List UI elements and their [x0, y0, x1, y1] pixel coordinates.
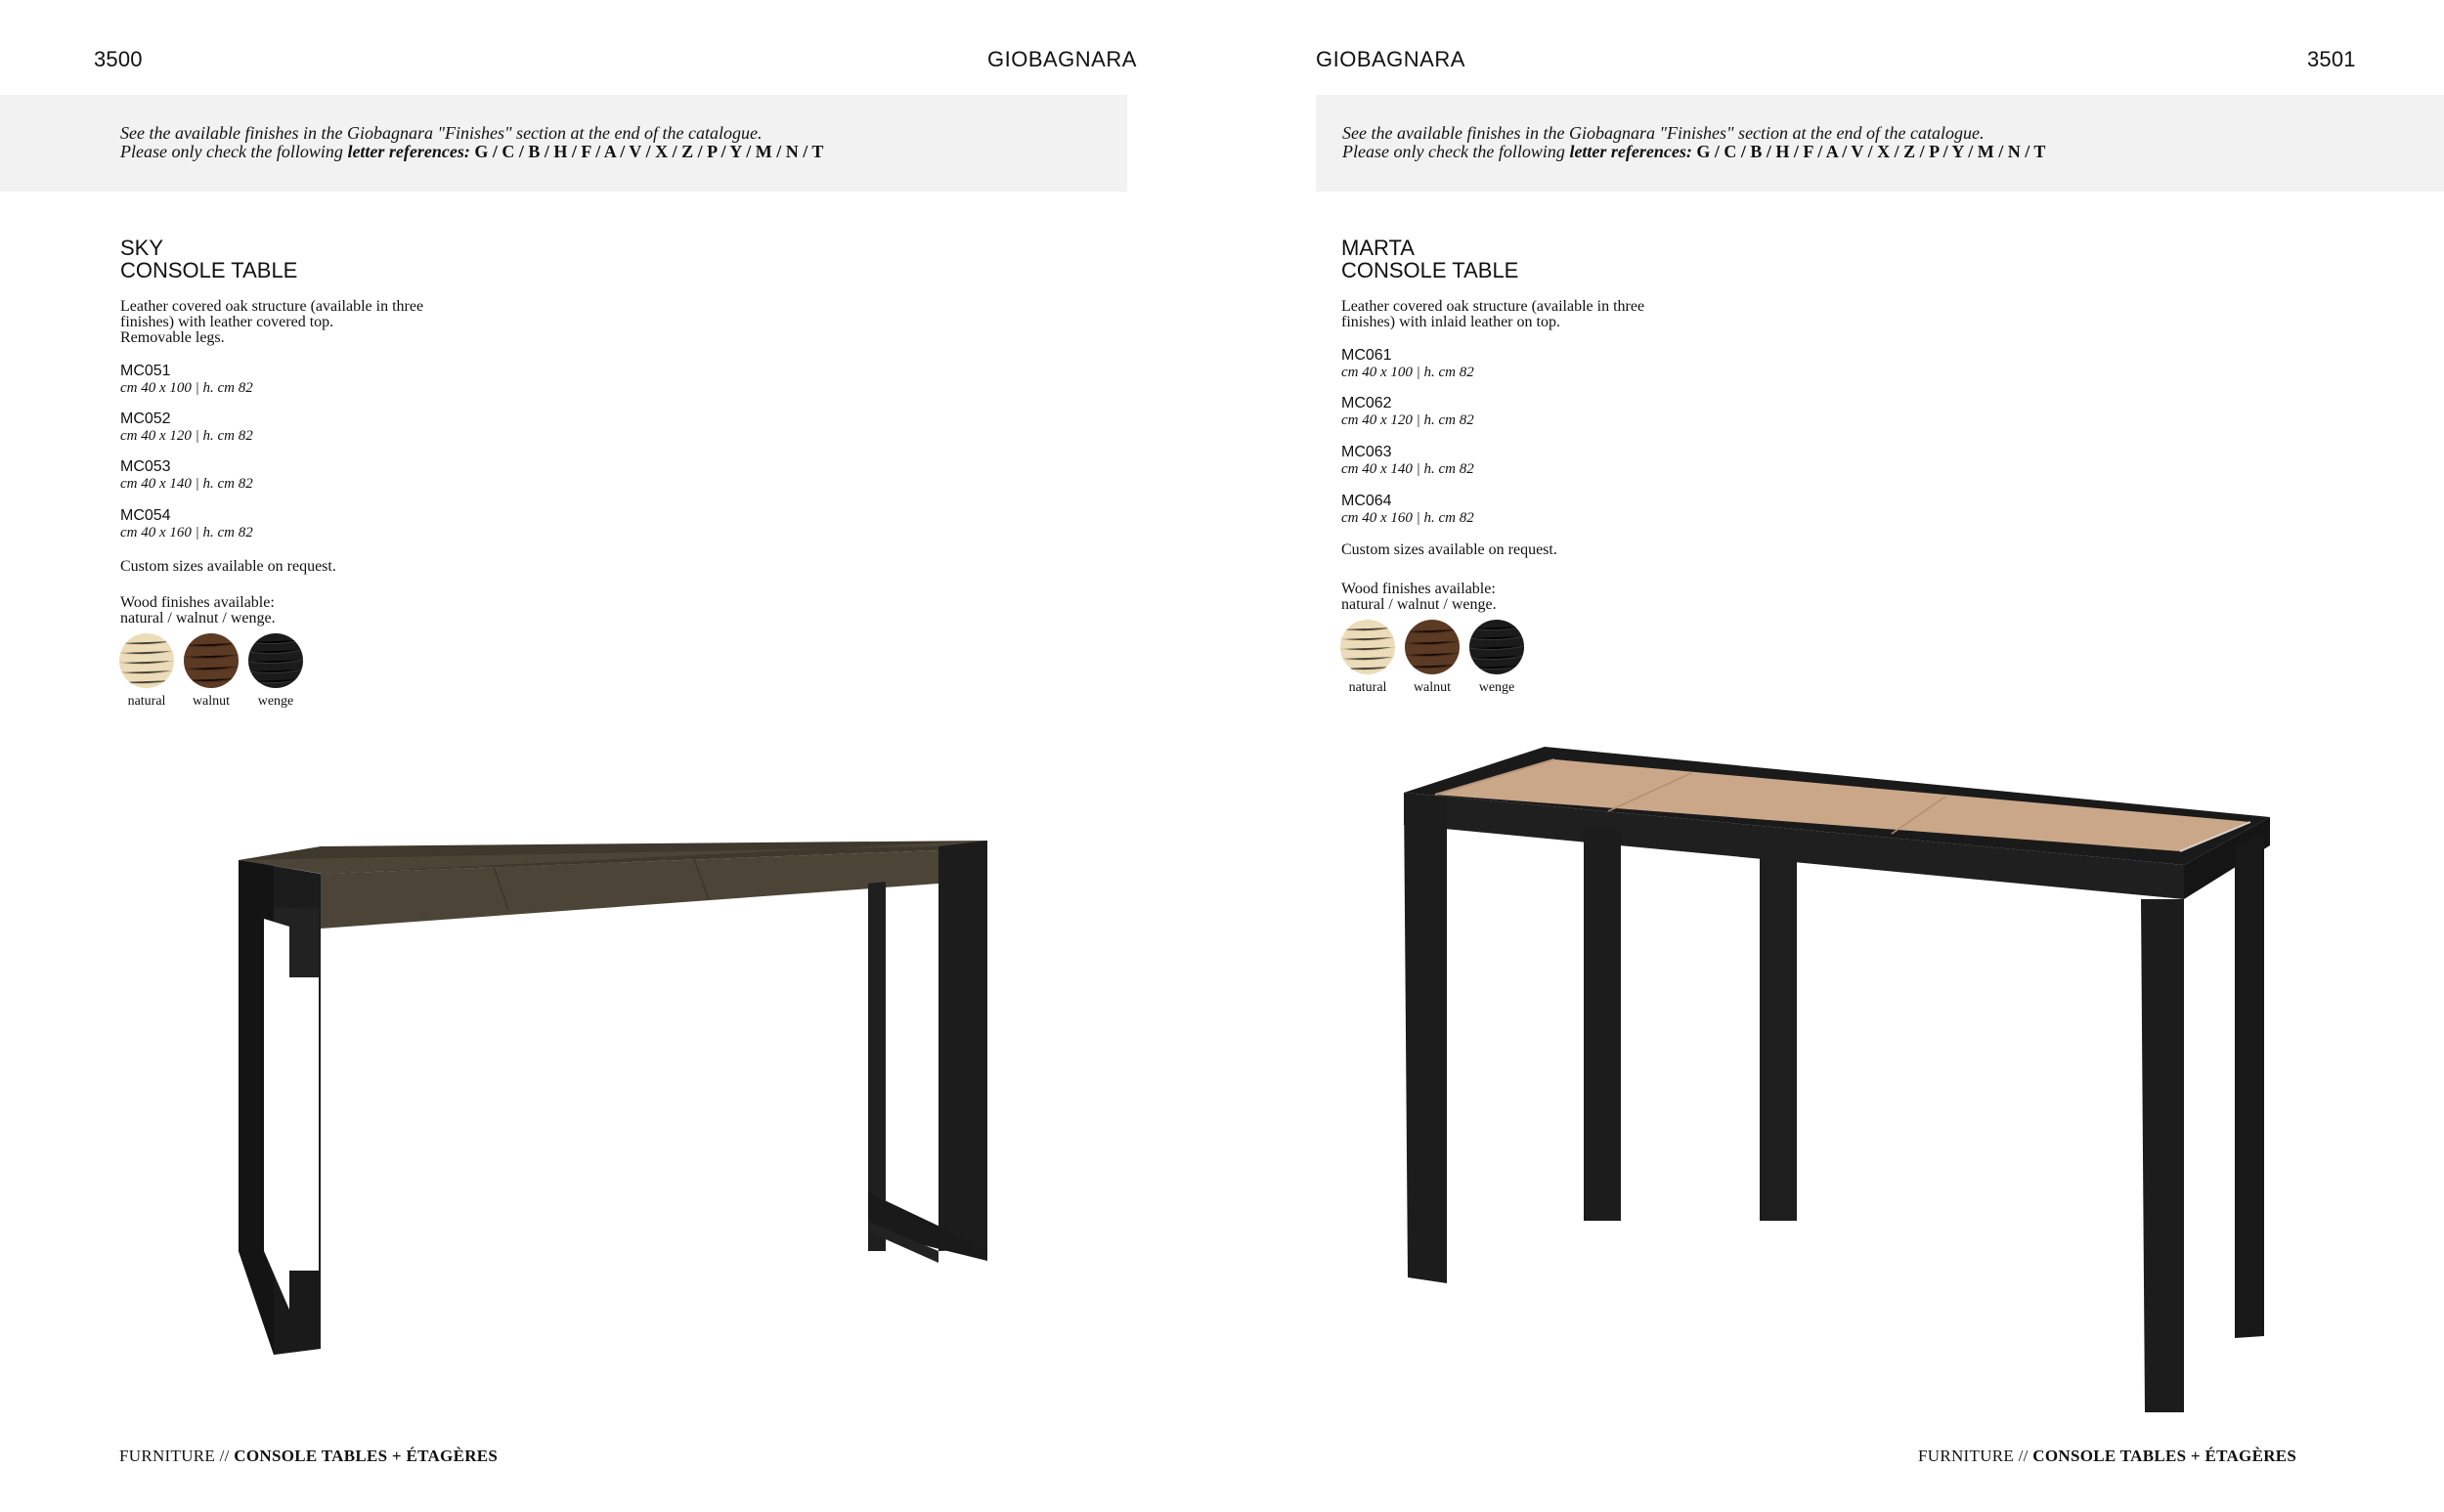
- model-dimensions: cm 40 x 100 | h. cm 82: [120, 380, 253, 396]
- notice-text: [120, 124, 823, 161]
- page-number: 3501: [2307, 47, 2356, 71]
- wenge-swatch: [248, 633, 303, 688]
- model-dimensions: cm 40 x 140 | h. cm 82: [120, 476, 253, 492]
- letter-references: G / C / B / H / F / A / V / X / Z / P / Y / M / N / T: [1696, 142, 2046, 161]
- description-line: Leather covered oak structure (available in three: [120, 298, 424, 315]
- description-line: finishes) with inlaid leather on top.: [1341, 314, 1560, 330]
- custom-sizes-note: Custom sizes available on request.: [1341, 541, 1557, 558]
- notice-prefix: Please only check the following: [1342, 142, 1570, 161]
- walnut-swatch: [184, 633, 239, 688]
- model-code: MC051: [120, 363, 171, 379]
- footer: [1918, 1447, 2296, 1466]
- custom-sizes-note: Custom sizes available on request.: [120, 558, 336, 575]
- footer-category: CONSOLE TABLES + ÉTAGÈRES: [234, 1447, 499, 1465]
- marta-console-table-image: [1398, 738, 2278, 1422]
- page-number: 3500: [94, 47, 143, 71]
- description-line: Removable legs.: [120, 329, 225, 346]
- model-code: MC053: [120, 458, 171, 475]
- model-code: MC064: [1341, 493, 1392, 509]
- brand-name: GIOBAGNARA: [1316, 47, 1465, 71]
- wood-finishes-heading: Wood finishes available:: [1341, 581, 1496, 597]
- model-dimensions: cm 40 x 100 | h. cm 82: [1341, 365, 1474, 380]
- product-type: CONSOLE TABLE: [120, 258, 298, 282]
- swatch-label: wenge: [1478, 680, 1515, 695]
- model-code: MC061: [1341, 347, 1392, 364]
- product-name: SKY: [120, 236, 164, 260]
- description-line: finishes) with leather covered top.: [120, 314, 334, 330]
- product-description: [1341, 299, 1752, 330]
- brand-name: GIOBAGNARA: [987, 47, 1137, 71]
- swatch-label: wenge: [257, 694, 294, 709]
- footer: [119, 1447, 498, 1466]
- natural-swatch: [1340, 620, 1395, 674]
- notice-line-1: See the available finishes in the Giobagnara "Finishes" section at the end of the catalogue.: [1342, 123, 1985, 143]
- wood-finishes-list: natural / walnut / wenge.: [1341, 596, 1497, 613]
- swatch-label: walnut: [1413, 680, 1452, 695]
- notice-bold: letter references:: [1569, 142, 1692, 161]
- wenge-swatch: [1469, 620, 1524, 674]
- product-type: CONSOLE TABLE: [1341, 258, 1519, 282]
- notice-line-2: [120, 143, 823, 161]
- swatch-label: natural: [1348, 680, 1387, 695]
- swatch-label: walnut: [192, 694, 231, 709]
- model-dimensions: cm 40 x 120 | h. cm 82: [120, 428, 253, 444]
- wood-finishes-heading: Wood finishes available:: [120, 594, 275, 611]
- product-name: MARTA: [1341, 236, 1415, 260]
- product-title: [120, 237, 297, 281]
- wood-finishes-list: natural / walnut / wenge.: [120, 610, 276, 626]
- model-dimensions: cm 40 x 160 | h. cm 82: [120, 525, 253, 540]
- letter-references: G / C / B / H / F / A / V / X / Z / P / Y / M / N / T: [474, 142, 824, 161]
- sky-console-table-image: [225, 821, 1007, 1368]
- product-description: [120, 299, 531, 346]
- model-code: MC052: [120, 410, 171, 427]
- finishes-notice: [1316, 95, 2444, 192]
- footer-section: FURNITURE //: [1918, 1447, 2029, 1465]
- product-title: [1341, 237, 1518, 281]
- footer-category: CONSOLE TABLES + ÉTAGÈRES: [2032, 1447, 2297, 1465]
- model-code: MC062: [1341, 395, 1392, 411]
- finishes-notice: [0, 95, 1127, 192]
- model-dimensions: cm 40 x 160 | h. cm 82: [1341, 510, 1474, 526]
- notice-bold: letter references:: [347, 142, 470, 161]
- natural-swatch: [119, 633, 174, 688]
- model-code: MC054: [120, 507, 171, 524]
- notice-text: [1342, 124, 2045, 161]
- description-line: Leather covered oak structure (available in three: [1341, 298, 1645, 315]
- notice-line-1: See the available finishes in the Giobagnara "Finishes" section at the end of the catalogue.: [120, 123, 763, 143]
- notice-prefix: Please only check the following: [120, 142, 348, 161]
- notice-line-2: [1342, 143, 2045, 161]
- footer-section: FURNITURE //: [119, 1447, 230, 1465]
- model-dimensions: cm 40 x 120 | h. cm 82: [1341, 412, 1474, 428]
- model-dimensions: cm 40 x 140 | h. cm 82: [1341, 461, 1474, 477]
- swatch-label: natural: [127, 694, 166, 709]
- walnut-swatch: [1405, 620, 1460, 674]
- right-page: [1222, 0, 2444, 1512]
- model-code: MC063: [1341, 444, 1392, 460]
